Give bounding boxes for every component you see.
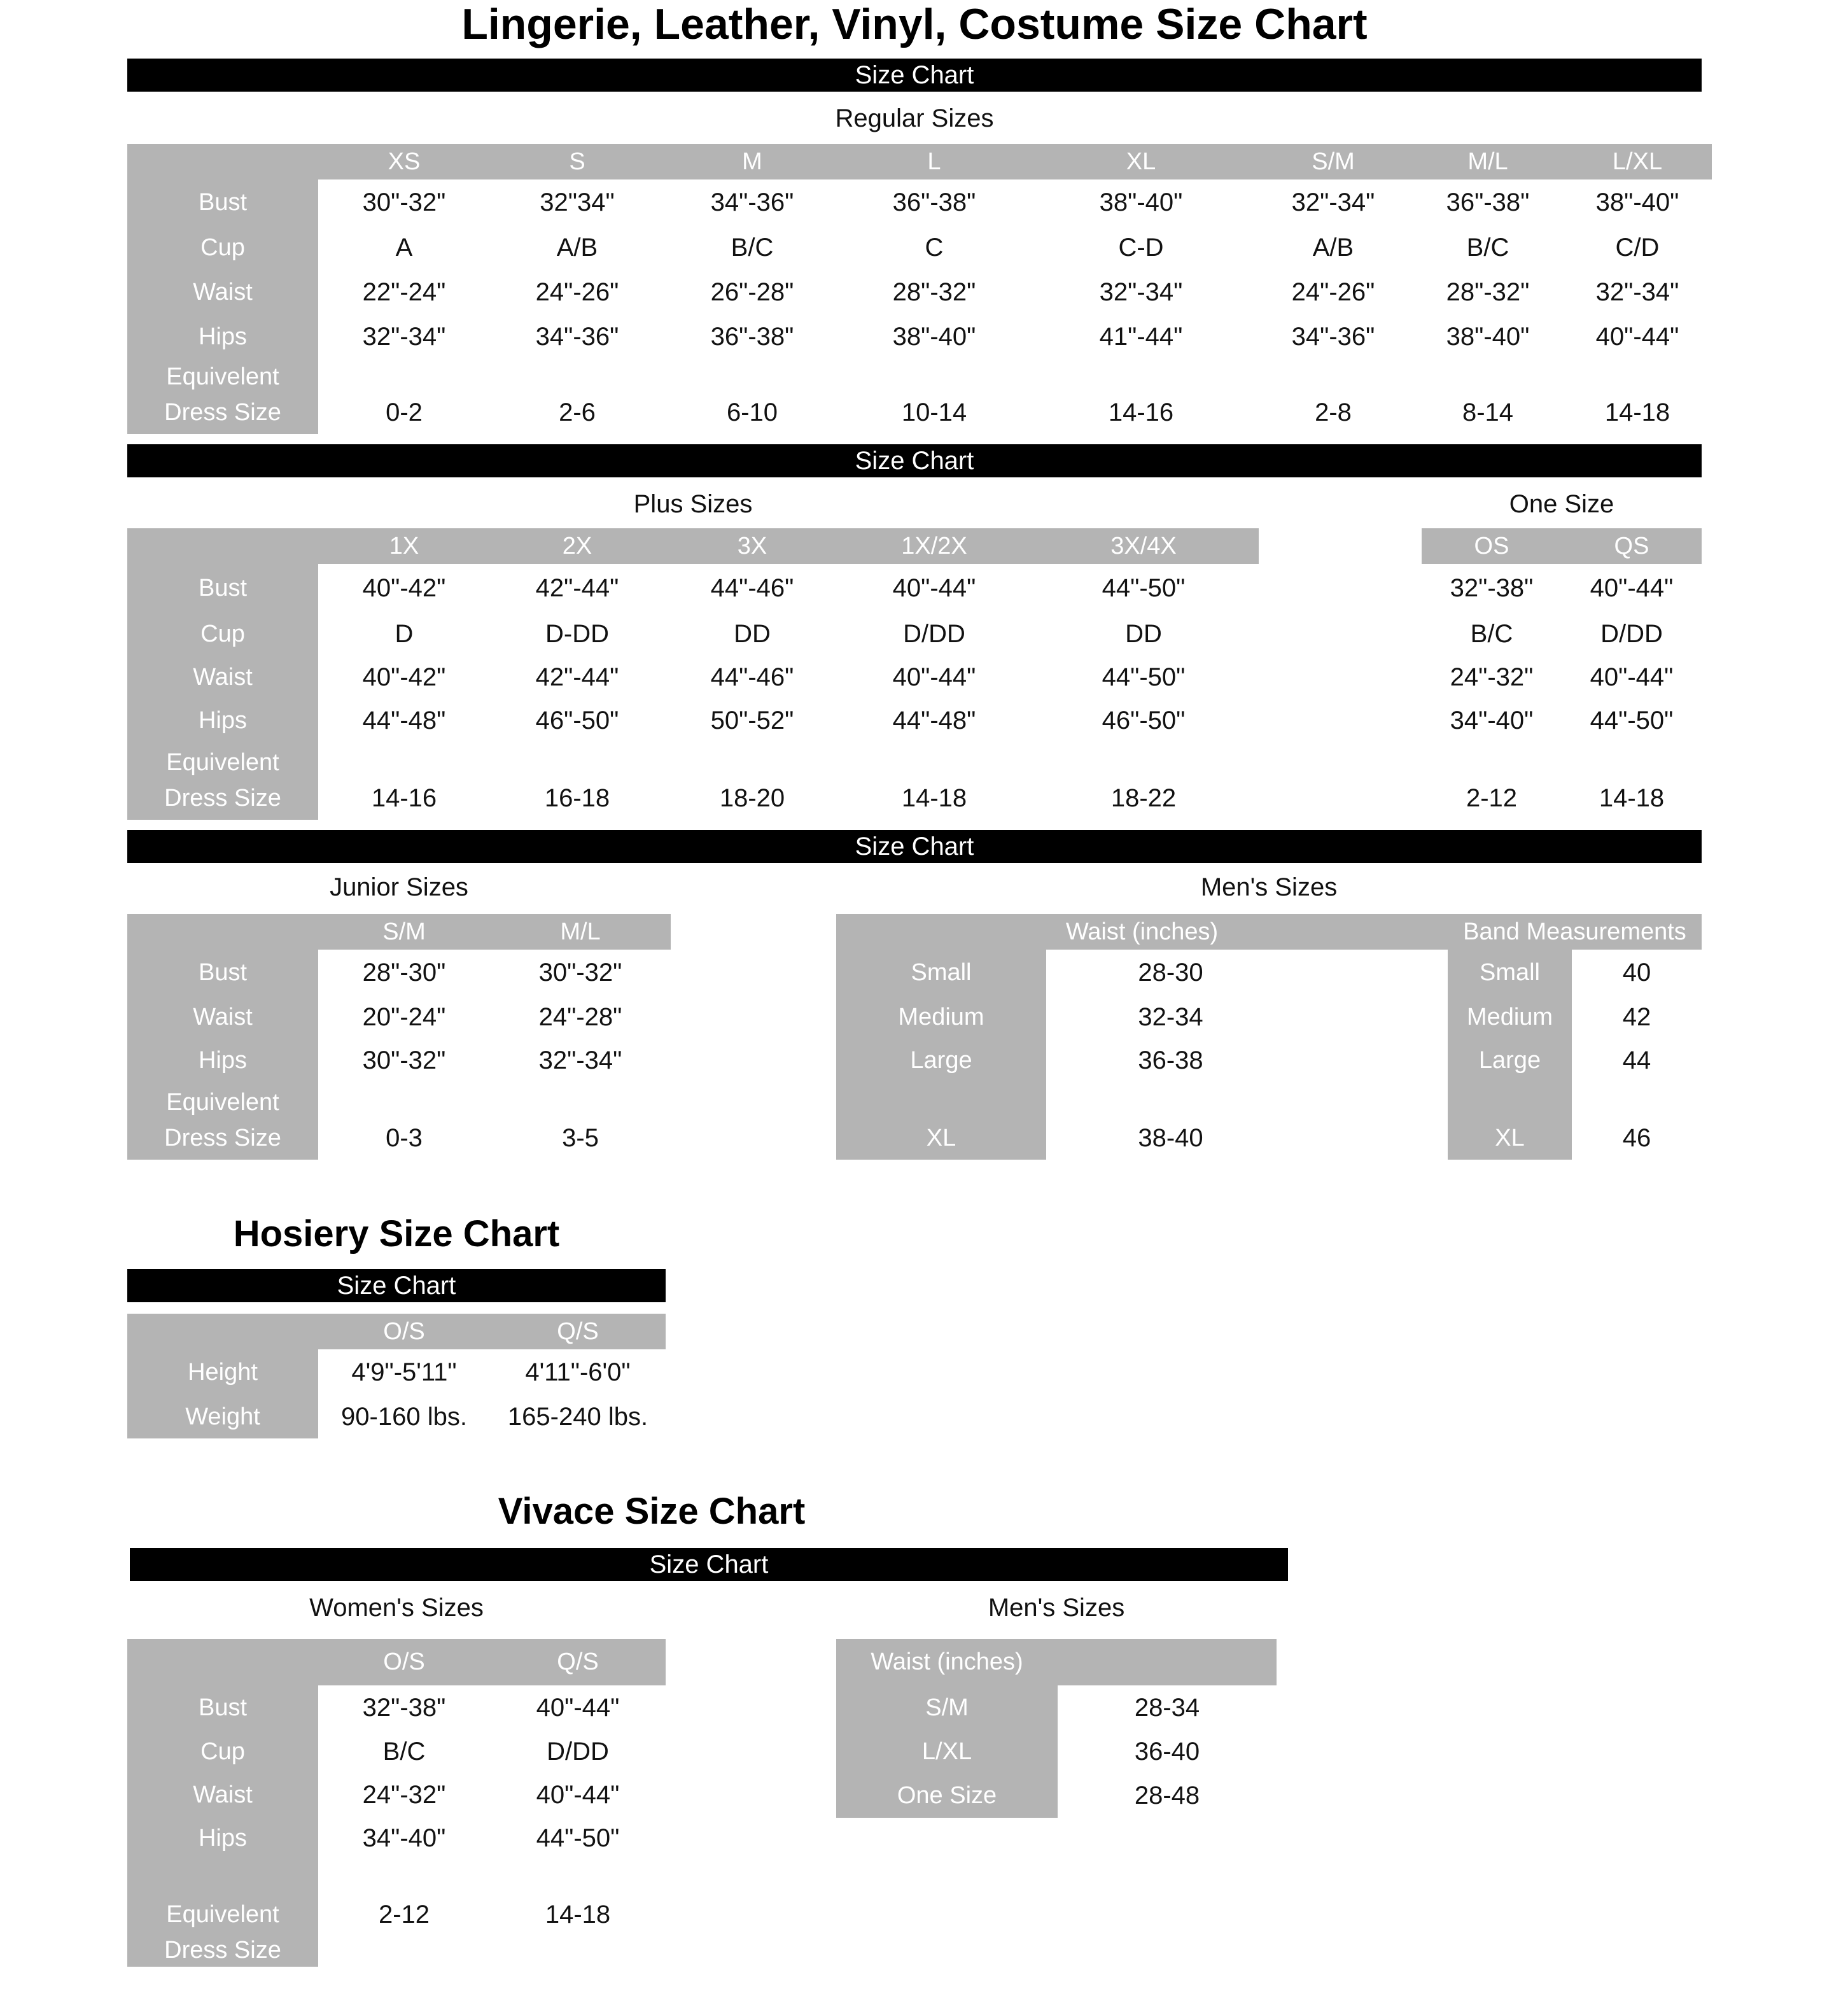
row-label: L/XL <box>836 1730 1058 1773</box>
table-cell: 40"-44" <box>490 1685 666 1730</box>
row-label: Hips <box>127 1817 318 1860</box>
table-cell: 28-48 <box>1058 1773 1277 1818</box>
column-header <box>127 144 318 179</box>
column-header: 1X <box>318 528 490 564</box>
row-label: Medium <box>1448 995 1572 1039</box>
table-cell: 2-6 <box>490 359 664 434</box>
table-cell: 44"-46" <box>664 656 840 699</box>
table-cell: 34"-36" <box>490 314 664 359</box>
table-cell: 28-34 <box>1058 1685 1277 1730</box>
table-cell: 38-40 <box>1046 1082 1448 1160</box>
table-cell: 16-18 <box>490 742 664 820</box>
column-header: QS <box>1562 528 1702 564</box>
table-cell: 32"-38" <box>318 1685 490 1730</box>
table-cell: 10-14 <box>840 359 1028 434</box>
table-cell: 36-38 <box>1046 1039 1448 1082</box>
table-cell: 42"-44" <box>490 564 664 612</box>
regular-sizes-table <box>127 144 1712 434</box>
table-cell: 6-10 <box>664 359 840 434</box>
table-cell: 2-12 <box>1422 742 1562 820</box>
size-chart-banner-junior-mens: Size Chart <box>127 830 1702 863</box>
row-label: S/M <box>836 1685 1058 1730</box>
page-title: Lingerie, Leather, Vinyl, Costume Size Chart <box>461 0 1368 48</box>
table-cell: 40"-44" <box>1562 564 1702 612</box>
plus-sizes-subtitle: Plus Sizes <box>633 489 753 518</box>
table-cell: 40"-42" <box>318 564 490 612</box>
row-label: One Size <box>836 1773 1058 1818</box>
table-cell: 44"-50" <box>1028 656 1259 699</box>
column-header: 2X <box>490 528 664 564</box>
table-cell: B/C <box>1422 612 1562 656</box>
row-label: Hips <box>127 314 318 359</box>
column-header: S <box>490 144 664 179</box>
table-cell: 32"34" <box>490 179 664 225</box>
row-label: Bust <box>127 179 318 225</box>
size-chart-banner-vivace: Size Chart <box>130 1548 1288 1581</box>
table-cell: DD <box>1028 612 1259 656</box>
table-cell: D/DD <box>1562 612 1702 656</box>
label-line: Dress Size <box>164 785 281 812</box>
table-cell: 14-18 <box>840 742 1028 820</box>
table-cell: 40"-42" <box>318 656 490 699</box>
table-cell: 26"-28" <box>664 270 840 314</box>
row-label: Cup <box>127 612 318 656</box>
table-cell: 38"-40" <box>1563 179 1712 225</box>
table-cell: 2-8 <box>1254 359 1413 434</box>
table-cell: 14-16 <box>318 742 490 820</box>
table-cell: 32"-34" <box>1254 179 1413 225</box>
column-header <box>127 914 318 950</box>
table-cell: 90-160 lbs. <box>318 1395 490 1438</box>
table-cell: 46"-50" <box>1028 699 1259 742</box>
table-cell: 46 <box>1572 1082 1702 1160</box>
table-cell: D/DD <box>490 1730 666 1773</box>
row-label: Waist <box>127 270 318 314</box>
table-cell: 8-14 <box>1413 359 1563 434</box>
column-header: XS <box>318 144 490 179</box>
table-cell: 44"-50" <box>1562 699 1702 742</box>
table-cell: DD <box>664 612 840 656</box>
table-cell: 34"-40" <box>1422 699 1562 742</box>
table-cell: 36"-38" <box>840 179 1028 225</box>
table-cell: 44"-50" <box>490 1817 666 1860</box>
table-cell: 22"-24" <box>318 270 490 314</box>
table-cell: D <box>318 612 490 656</box>
regular-sizes-subtitle: Regular Sizes <box>835 104 994 132</box>
table-cell: A/B <box>490 225 664 270</box>
table-cell: 44 <box>1572 1039 1702 1082</box>
column-header: M <box>664 144 840 179</box>
table-cell: 40"-44" <box>490 1773 666 1817</box>
table-cell: 44"-48" <box>318 699 490 742</box>
table-cell: 28"-32" <box>840 270 1028 314</box>
table-cell: 40"-44" <box>840 656 1028 699</box>
vivace-mens-table <box>836 1639 1277 1818</box>
table-cell: 24"-32" <box>1422 656 1562 699</box>
vivace-mens-subtitle: Men's Sizes <box>988 1593 1125 1622</box>
table-header: Band Measurements <box>1448 914 1702 950</box>
table-cell: 0-3 <box>318 1082 490 1160</box>
column-header: Q/S <box>490 1314 666 1349</box>
column-header: 3X/4X <box>1028 528 1259 564</box>
table-cell: 32"-34" <box>1563 270 1712 314</box>
table-cell: 40"-44" <box>840 564 1028 612</box>
table-cell: 44"-46" <box>664 564 840 612</box>
table-cell: 18-22 <box>1028 742 1259 820</box>
column-header <box>127 1639 318 1685</box>
table-cell: 3-5 <box>490 1082 671 1160</box>
table-cell: 36-40 <box>1058 1730 1277 1773</box>
table-cell: 0-2 <box>318 359 490 434</box>
one-size-table <box>1422 528 1702 820</box>
row-label: Bust <box>127 564 318 612</box>
vivace-womens-subtitle: Women's Sizes <box>309 1593 484 1622</box>
row-label: Small <box>1448 950 1572 995</box>
row-label: XL <box>836 1082 1046 1160</box>
column-header: XL <box>1028 144 1254 179</box>
table-cell: C <box>840 225 1028 270</box>
column-header: Q/S <box>490 1639 666 1685</box>
table-cell: 20"-24" <box>318 995 490 1039</box>
table-cell: 24"-32" <box>318 1773 490 1817</box>
table-cell: C-D <box>1028 225 1254 270</box>
one-size-subtitle: One Size <box>1509 489 1614 518</box>
table-cell: 4'9"-5'11" <box>318 1349 490 1395</box>
table-cell: 2-12 <box>318 1860 490 1967</box>
row-label <box>127 1860 318 1967</box>
label-line: Equivelent <box>166 363 279 390</box>
table-cell: 32"-38" <box>1422 564 1562 612</box>
column-header: S/M <box>318 914 490 950</box>
table-cell: D-DD <box>490 612 664 656</box>
label-line: Dress Size <box>164 1937 281 1964</box>
hosiery-table <box>127 1314 666 1438</box>
table-cell: 38"-40" <box>1413 314 1563 359</box>
table-cell: 40"-44" <box>1563 314 1712 359</box>
column-header: L/XL <box>1563 144 1712 179</box>
table-cell: 36"-38" <box>664 314 840 359</box>
row-label: Large <box>1448 1039 1572 1082</box>
table-cell: D/DD <box>840 612 1028 656</box>
column-header: S/M <box>1254 144 1413 179</box>
hosiery-title: Hosiery Size Chart <box>233 1212 560 1254</box>
column-header: 3X <box>664 528 840 564</box>
table-cell: 30"-32" <box>318 179 490 225</box>
label-line: Dress Size <box>164 1125 281 1151</box>
vivace-womens-table <box>127 1639 666 1967</box>
table-cell: 34"-36" <box>664 179 840 225</box>
table-cell: 24"-28" <box>490 995 671 1039</box>
table-cell: 28-30 <box>1046 950 1448 995</box>
label-line: Dress Size <box>164 399 281 426</box>
table-cell: 34"-36" <box>1254 314 1413 359</box>
row-label: Hips <box>127 1039 318 1082</box>
plus-sizes-table <box>127 528 1259 820</box>
table-cell: 40 <box>1572 950 1702 995</box>
table-cell: 36"-38" <box>1413 179 1563 225</box>
table-cell: C/D <box>1563 225 1712 270</box>
row-label <box>127 359 318 434</box>
column-header: M/L <box>1413 144 1563 179</box>
row-label: Bust <box>127 950 318 995</box>
table-cell: 32-34 <box>1046 995 1448 1039</box>
table-cell: 32"-34" <box>318 314 490 359</box>
row-label: Small <box>836 950 1046 995</box>
mens-waist-table <box>836 914 1448 1160</box>
column-header: M/L <box>490 914 671 950</box>
table-cell: 50"-52" <box>664 699 840 742</box>
table-cell: 40"-44" <box>1562 656 1702 699</box>
mens-band-measurements-table <box>1448 914 1702 1160</box>
table-cell: 38"-40" <box>840 314 1028 359</box>
table-cell: B/C <box>1413 225 1563 270</box>
row-label: Medium <box>836 995 1046 1039</box>
table-cell: 14-18 <box>1563 359 1712 434</box>
table-cell: B/C <box>664 225 840 270</box>
table-cell: A/B <box>1254 225 1413 270</box>
row-label: Waist <box>127 656 318 699</box>
table-header: Waist (inches) <box>836 914 1448 950</box>
label-line: Equivelent <box>166 1901 279 1928</box>
column-header: 1X/2X <box>840 528 1028 564</box>
table-cell: 41"-44" <box>1028 314 1254 359</box>
row-label <box>127 742 318 820</box>
table-cell: 30"-32" <box>490 950 671 995</box>
table-cell: 14-16 <box>1028 359 1254 434</box>
junior-sizes-table <box>127 914 671 1160</box>
table-cell: A <box>318 225 490 270</box>
row-label: Cup <box>127 1730 318 1773</box>
row-label: Cup <box>127 225 318 270</box>
column-header: OS <box>1422 528 1562 564</box>
table-cell: B/C <box>318 1730 490 1773</box>
table-cell: 165-240 lbs. <box>490 1395 666 1438</box>
row-label: Waist <box>127 1773 318 1817</box>
size-chart-banner-regular: Size Chart <box>127 59 1702 92</box>
size-chart-banner-plus: Size Chart <box>127 444 1702 477</box>
mens-sizes-subtitle: Men's Sizes <box>1200 873 1338 901</box>
row-label: Height <box>127 1349 318 1395</box>
table-cell: 32"-34" <box>490 1039 671 1082</box>
table-cell: 14-18 <box>490 1860 666 1967</box>
table-cell: 44"-48" <box>840 699 1028 742</box>
row-label: XL <box>1448 1082 1572 1160</box>
junior-sizes-subtitle: Junior Sizes <box>330 873 468 901</box>
table-header: Waist (inches) <box>836 1639 1277 1685</box>
table-cell: 4'11"-6'0" <box>490 1349 666 1395</box>
table-cell: 46"-50" <box>490 699 664 742</box>
row-label: Bust <box>127 1685 318 1730</box>
table-cell: 44"-50" <box>1028 564 1259 612</box>
table-cell: 18-20 <box>664 742 840 820</box>
row-label: Large <box>836 1039 1046 1082</box>
vivace-title: Vivace Size Chart <box>498 1490 806 1532</box>
table-cell: 28"-32" <box>1413 270 1563 314</box>
column-header: O/S <box>318 1314 490 1349</box>
table-cell: 32"-34" <box>1028 270 1254 314</box>
row-label: Hips <box>127 699 318 742</box>
table-cell: 42"-44" <box>490 656 664 699</box>
column-header: L <box>840 144 1028 179</box>
column-header <box>127 528 318 564</box>
table-cell: 34"-40" <box>318 1817 490 1860</box>
table-cell: 24"-26" <box>1254 270 1413 314</box>
label-line: Equivelent <box>166 749 279 776</box>
column-header: O/S <box>318 1639 490 1685</box>
table-cell: 42 <box>1572 995 1702 1039</box>
table-cell: 30"-32" <box>318 1039 490 1082</box>
row-label: Waist <box>127 995 318 1039</box>
row-label: Weight <box>127 1395 318 1438</box>
table-cell: 28"-30" <box>318 950 490 995</box>
table-cell: 38"-40" <box>1028 179 1254 225</box>
label-line: Equivelent <box>166 1089 279 1116</box>
table-cell: 24"-26" <box>490 270 664 314</box>
size-chart-banner-hosiery: Size Chart <box>127 1269 666 1302</box>
table-cell: 14-18 <box>1562 742 1702 820</box>
row-label <box>127 1082 318 1160</box>
column-header <box>127 1314 318 1349</box>
